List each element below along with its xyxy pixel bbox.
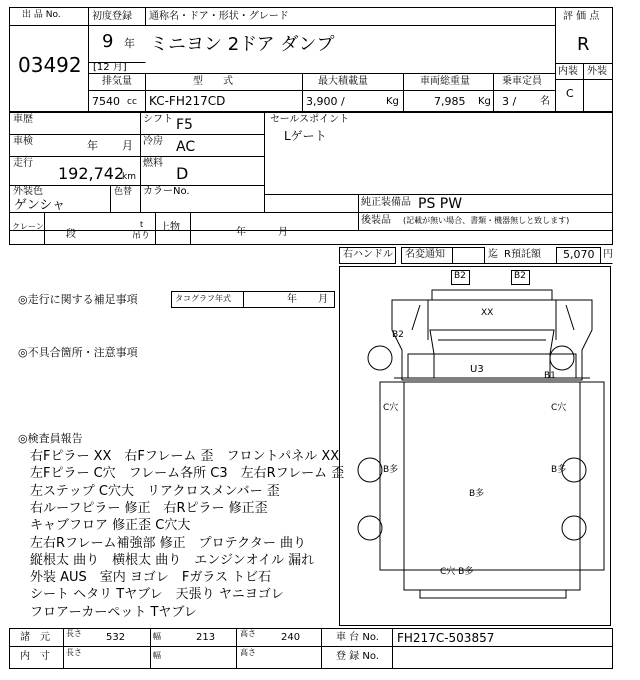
exterior-label: 外装 (587, 66, 607, 77)
equipment-value: PS PW (418, 196, 463, 212)
registration-label: 登 録 No. (336, 651, 379, 662)
vehicle-name: ミニヨン 2ドア ダンプ (150, 34, 335, 55)
fuel-label: 燃料 (143, 158, 163, 169)
inspector-report-line: 左右Rフレーム補強部 修正 プロテクター 曲り (30, 535, 306, 551)
tailgate-month-unit: 月 (278, 227, 288, 238)
inspection-month-unit: 月 (122, 139, 133, 152)
ac-value: AC (176, 139, 196, 155)
proof-label: 迄 (488, 249, 498, 260)
crane-label: クレーン (12, 222, 44, 231)
inspector-report-line: シート ヘタリ Tヤブレ 天張り ヤニヨゴレ (30, 587, 284, 603)
truck-diagram (358, 271, 604, 599)
dims-label: 諸 元 (20, 632, 50, 643)
inner-length-label: 長さ (66, 648, 82, 657)
displacement-label: 排気量 (102, 76, 132, 87)
recycle-amount: 5,070 (563, 248, 595, 261)
height-value: 240 (281, 632, 301, 643)
defects-label: ◎不具合箇所・注意事項 (18, 346, 138, 359)
tailgate-year-unit: 年 (236, 227, 246, 238)
tachograph-year-unit: 年 (287, 294, 297, 305)
mark-rear: C穴 B多 (440, 567, 474, 577)
max-load-unit: Kg (386, 96, 399, 107)
grade-label: 評 価 点 (563, 11, 600, 22)
mileage-unit: km (122, 172, 136, 182)
inspector-report-line: 左Fピラー C穴 フレーム各所 C3 左右Rフレーム 歪 (30, 466, 345, 482)
inspector-report-line: 右Fピラー XX 右Fフレーム 歪 フロントパネル XX (30, 449, 340, 464)
interior-label: 内装 (558, 66, 578, 77)
inspector-report-line: 縦根太 曲り 横根太 曲り エンジンオイル 漏れ (30, 552, 315, 568)
history-label: 車歴 (13, 114, 33, 125)
color-value: ゲンシャ (14, 198, 66, 213)
max-load-value: 3,900 / (306, 95, 345, 108)
mark-right-side: B1 (544, 371, 556, 381)
width-value: 213 (196, 632, 216, 643)
mark-left-bed: C穴 (383, 403, 399, 413)
recycle-label: R預託額 (504, 249, 541, 260)
model-label: 型 式 (193, 76, 233, 87)
mileage-label: 走行 (13, 158, 33, 169)
aftermarket-label: 後装品 (361, 215, 391, 226)
capacity-label: 乗車定員 (502, 76, 542, 87)
inspector-report-line: フロアーカーペット Tヤブレ (30, 604, 197, 620)
first-reg-label: 初度登録 (92, 11, 132, 22)
length-value: 532 (106, 632, 126, 643)
inspection-label: 車検 (13, 136, 33, 147)
overall-grade: R (577, 34, 590, 55)
recycle-unit: 円 (603, 249, 613, 260)
mark-right-bed-lower: B多 (551, 465, 567, 475)
shift-value: F5 (176, 117, 193, 133)
width-label: 幅 (153, 632, 161, 641)
tachograph-label: タコグラフ年式 (175, 294, 231, 303)
crane-stage-unit: 段 (66, 229, 76, 240)
inspector-report-label: ◎検査員報告 (18, 432, 83, 445)
tailgate-label: 上物 (160, 222, 180, 233)
lot-number: 03492 (18, 53, 82, 77)
mark-cab-left: B2 (392, 330, 404, 340)
steering-side: 右ハンドル (343, 249, 393, 260)
color-change-label: 色替 (114, 187, 133, 197)
first-reg-year-unit: 年 (124, 37, 135, 50)
ac-label: 冷房 (143, 136, 163, 147)
mark-windshield: U3 (470, 364, 484, 375)
name-change-label: 名変通知 (405, 249, 445, 260)
mark-bed-center: B多 (469, 489, 485, 499)
chassis-number: FH217C-503857 (397, 631, 495, 645)
capacity-value: 3 / (502, 95, 517, 108)
mark-left-bed-lower: B多 (383, 465, 399, 475)
lot-label: 出 品 No. (22, 10, 61, 20)
inspector-report-line: キャブフロア 修正歪 C穴大 (30, 518, 191, 534)
tachograph-month-unit: 月 (318, 294, 328, 305)
driving-remarks-label: ◎走行に関する補足事項 (18, 293, 138, 306)
displacement-unit: cc (127, 97, 137, 107)
inspector-report-line: 右ルーフピラー 修正 右Rピラー 修正歪 (30, 500, 268, 516)
mark-cab-top: XX (481, 308, 494, 318)
interior-dims-label: 内 寸 (20, 651, 50, 662)
first-reg-year: 9 (102, 31, 114, 52)
inspection-year-unit: 年 (87, 139, 98, 152)
mark-right-bed: C穴 (551, 403, 567, 413)
length-label: 長さ (66, 629, 82, 638)
inner-height-label: 高さ (240, 648, 256, 657)
color-no-label: カラーNo. (143, 186, 190, 197)
mileage-value: 192,742 (58, 164, 125, 183)
equipment-label: 純正装備品 (361, 197, 411, 208)
first-reg-month: [12 月] (93, 62, 127, 73)
capacity-unit: 名 (540, 96, 550, 107)
sales-point-value: Lゲート (284, 129, 327, 143)
max-load-label: 最大積載量 (318, 76, 368, 87)
mark-front-left: B2 (454, 271, 466, 281)
displacement-value: 7540 (92, 95, 120, 108)
color-label: 外装色 (13, 186, 43, 197)
gross-weight-unit: Kg (478, 96, 491, 107)
inspector-report-line: 外装 AUS 室内 ヨゴレ Fガラス トビ石 (30, 570, 272, 586)
fuel-value: D (176, 164, 189, 183)
height-label: 高さ (240, 629, 256, 638)
mark-front-right: B2 (514, 271, 526, 281)
model-code: KC-FH217CD (149, 94, 226, 108)
aftermarket-note: (記載が無い場合、書類・機器無しと致します) (403, 216, 570, 225)
crane-hook-unit: 吊り (132, 231, 151, 241)
inner-width-label: 幅 (153, 651, 161, 660)
gross-weight-value: 7,985 (434, 95, 466, 108)
chassis-label: 車 台 No. (336, 632, 379, 643)
shift-label: シフト (143, 114, 173, 125)
vehicle-name-label: 通称名・ドア・形状・グレード (149, 11, 289, 22)
interior-grade: C (566, 87, 574, 100)
gross-weight-label: 車両総重量 (420, 76, 470, 87)
sales-point-label: セールスポイント (270, 114, 350, 125)
crane-t-unit: t (140, 220, 144, 229)
inspector-report-line: 左ステップ C穴大 リアクロスメンバー 歪 (30, 483, 280, 499)
